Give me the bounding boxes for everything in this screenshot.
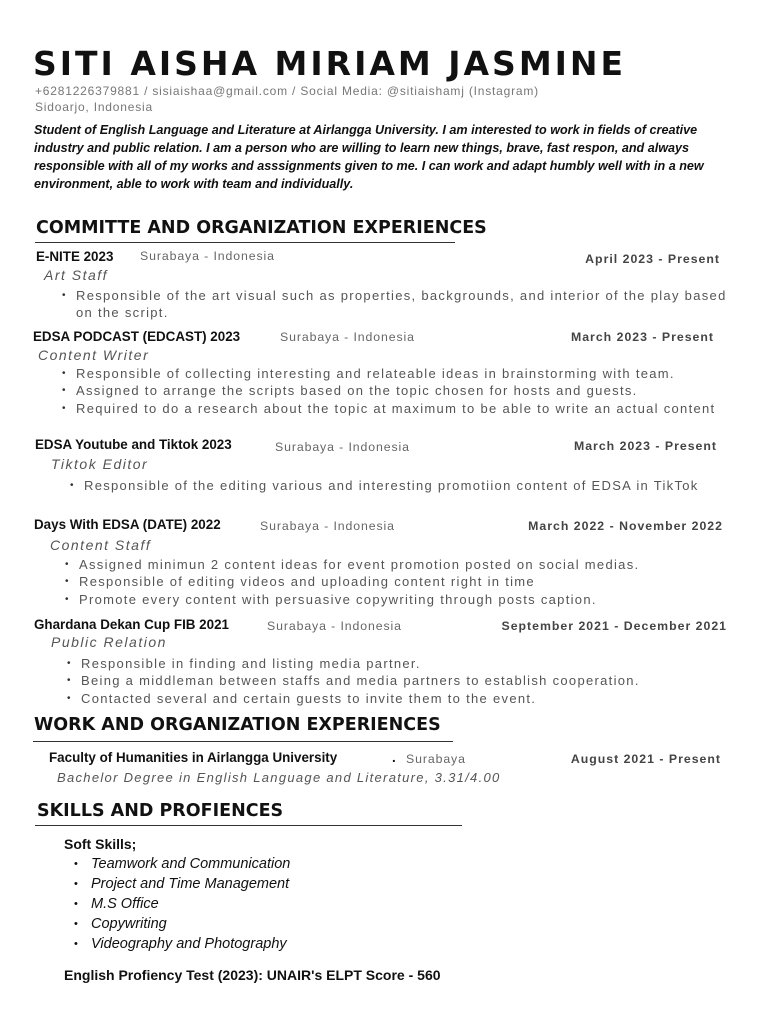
- entry-date: March 2022 - November 2022: [528, 519, 723, 533]
- list-item: • Assigned minimun 2 content ideas for event promotion posted on social medias.: [65, 556, 737, 573]
- entry-date: September 2021 - December 2021: [501, 619, 727, 633]
- entry-place: Surabaya - Indonesia: [275, 440, 410, 454]
- list-item: • Teamwork and Communication: [74, 854, 474, 874]
- list-item: • Required to do a research about the topic at maximum to be able to write an actual content: [62, 400, 734, 417]
- entry-bullets: [62, 365, 734, 417]
- entry-role: Public Relation: [51, 634, 167, 650]
- entry-org: EDSA PODCAST (EDCAST) 2023: [33, 329, 241, 344]
- skills-section-title: SKILLS AND PROFIENCES: [37, 801, 284, 821]
- entry-place: Surabaya - Indonesia: [267, 619, 402, 633]
- soft-skills-list: [74, 854, 474, 954]
- list-item: • Contacted several and certain guests to invite them to the event.: [67, 690, 739, 707]
- entry-bullets: [70, 477, 720, 494]
- entry-bullets: [65, 556, 737, 608]
- list-item: • Videography and Photography: [74, 934, 474, 954]
- list-item: • M.S Office: [74, 894, 474, 914]
- entry-role: Tiktok Editor: [51, 456, 149, 472]
- entry-org: EDSA Youtube and Tiktok 2023: [35, 437, 232, 452]
- entry-role: Art Staff: [44, 267, 109, 283]
- committee-section-divider: [35, 242, 455, 243]
- list-item: • Being a middleman between staffs and media partners to establish cooperation.: [67, 672, 739, 689]
- english-test-line: English Profiency Test (2023): UNAIR's ELPT Score - 560: [64, 967, 441, 983]
- skills-section-divider: [35, 825, 462, 826]
- list-item: • Promote every content with persuasive copywriting through posts caption.: [65, 591, 737, 608]
- entry-bullets: [67, 655, 739, 707]
- entry-org: E-NITE 2023: [36, 249, 114, 264]
- work-section-title: WORK AND ORGANIZATION EXPERIENCES: [34, 715, 441, 735]
- entry-place: Surabaya - Indonesia: [260, 519, 395, 533]
- work-section-divider: [33, 741, 453, 742]
- list-item: • Responsible of collecting interesting and relateable ideas in brainstorming with team.: [62, 365, 734, 382]
- summary-paragraph: Student of English Language and Literature at Airlangga University. I am interested to work in fields of creative industry and public relation. I am a person who are willing to learn new things, brave, fast respon, and always responsible with all of my works and asssignments given to me. I can work and adapt humbly well with in a new environment, able to work with team and individually.: [34, 123, 704, 191]
- list-item: • Responsible of the art visual such as properties, backgrounds, and interior of the play based on the script.: [62, 287, 734, 322]
- committee-section-title: COMMITTE AND ORGANIZATION EXPERIENCES: [36, 218, 487, 238]
- entry-date: March 2023 - Present: [570, 330, 714, 344]
- list-item: • Assigned to arrange the scripts based on the topic chosen for hosts and guests.: [62, 382, 734, 399]
- list-item: • Copywriting: [74, 914, 474, 934]
- work-place: Surabaya: [406, 752, 466, 766]
- list-item: • Responsible of editing videos and uploading content right in time: [65, 573, 737, 590]
- entry-date: March 2023 - Present: [573, 439, 717, 453]
- work-degree: Bachelor Degree in English Language and Literature, 3.31/4.00: [57, 770, 501, 785]
- resume-name: SITI AISHA MIRIAM JASMINE: [33, 44, 627, 83]
- entry-org: Ghardana Dekan Cup FIB 2021: [34, 617, 229, 632]
- entry-bullets: [62, 287, 734, 322]
- work-org: Faculty of Humanities in Airlangga University: [49, 750, 338, 765]
- contact-line: +6281226379881 / sisiaishaa@gmail.com / Social Media: @sitiaishamj (Instagram): [35, 84, 539, 98]
- entry-place: Surabaya - Indonesia: [280, 330, 415, 344]
- work-separator: .: [392, 750, 396, 765]
- list-item: • Project and Time Management: [74, 874, 474, 894]
- entry-org: Days With EDSA (DATE) 2022: [34, 517, 221, 532]
- entry-place: Surabaya - Indonesia: [140, 249, 275, 263]
- soft-skills-title: Soft Skills;: [64, 836, 137, 852]
- entry-role: Content Staff: [50, 537, 152, 553]
- list-item: • Responsible of the editing various and interesting promotiion content of EDSA in TikTok: [70, 477, 720, 494]
- entry-role: Content Writer: [38, 347, 150, 363]
- list-item: • Responsible in finding and listing media partner.: [67, 655, 739, 672]
- work-date: August 2021 - Present: [570, 752, 721, 766]
- location-line: Sidoarjo, Indonesia: [35, 100, 153, 114]
- entry-date: April 2023 - Present: [585, 252, 720, 266]
